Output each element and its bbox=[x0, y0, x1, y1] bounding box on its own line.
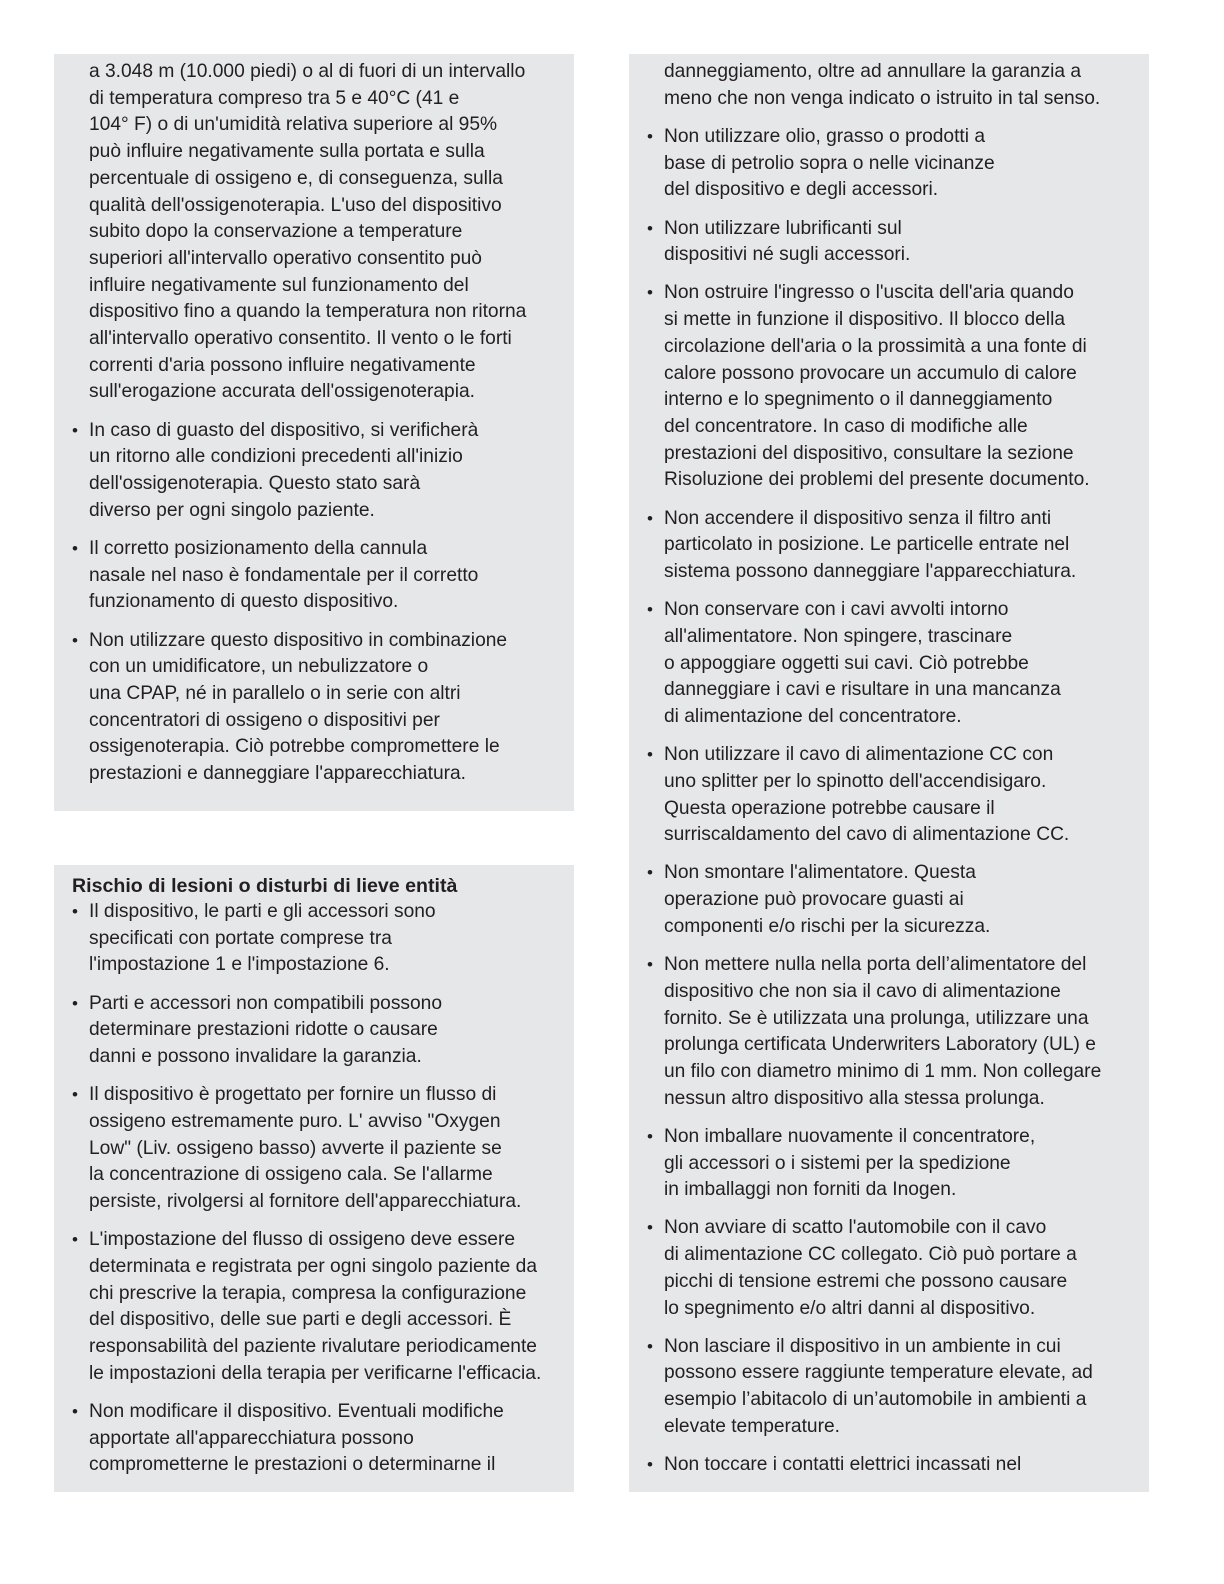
minor-injury-box bbox=[54, 865, 574, 1492]
section-heading: Rischio di lesioni o disturbi di lieve entità bbox=[72, 875, 458, 897]
text-line: persiste, rivolgersi al fornitore dell'apparecchiatura. bbox=[89, 1191, 522, 1213]
text-line: ossigenoterapia. Ciò potrebbe compromettere le bbox=[89, 736, 500, 758]
text-line: in imballaggi non forniti da Inogen. bbox=[664, 1179, 957, 1201]
text-line: influire negativamente sul funzionamento del bbox=[89, 274, 469, 296]
text-line: meno che non venga indicato o istruito in tal senso. bbox=[664, 87, 1101, 109]
text-line: • Il dispositivo, le parti e gli accessori sono bbox=[89, 901, 436, 922]
bullet-item bbox=[647, 216, 1131, 269]
text-line: uno splitter per lo spinotto dell'accendisigaro. bbox=[664, 770, 1047, 792]
text-line: • Non imballare nuovamente il concentratore, bbox=[664, 1125, 1036, 1147]
text-line: di alimentazione CC collegato. Ciò può portare a bbox=[664, 1244, 1077, 1266]
text-line: lo spegnimento e/o altri danni al dispositivo. bbox=[664, 1297, 1036, 1319]
text-line: danneggiare i cavi e risultare in una mancanza bbox=[664, 679, 1061, 701]
text-line: picchi di tensione estremi che possono causare bbox=[664, 1270, 1068, 1292]
text-line: interno e lo spegnimento o il danneggiamento bbox=[664, 389, 1053, 411]
text-line: all'alimentatore. Non spingere, trascinare bbox=[664, 625, 1013, 647]
text-line: qualità dell'ossigenoterapia. L'uso del dispositivo bbox=[89, 194, 502, 216]
text-line: determinata e registrata per ogni singolo paziente da bbox=[89, 1255, 537, 1277]
text-line: una CPAP, né in parallelo o in serie con altri bbox=[89, 682, 461, 704]
text-line: o appoggiare oggetti sui cavi. Ciò potrebbe bbox=[664, 652, 1029, 674]
text-line: specificati con portate comprese tra bbox=[89, 927, 392, 949]
text-line: Risoluzione dei problemi del presente documento. bbox=[664, 469, 1090, 491]
text-line: determinare prestazioni ridotte o causare bbox=[89, 1019, 438, 1041]
text-line: esempio l’abitacolo di un’automobile in ambienti a bbox=[664, 1389, 1087, 1411]
text-line: del dispositivo, delle sue parti e degli accessori. È bbox=[89, 1309, 512, 1331]
text-line: si mette in funzione il dispositivo. Il blocco della bbox=[664, 309, 1066, 331]
text-line: • Non smontare l'alimentatore. Questa bbox=[664, 862, 976, 884]
text-line: gli accessori o i sistemi per la spedizione bbox=[664, 1152, 1011, 1174]
text-line: percentuale di ossigeno e, di conseguenza, sulla bbox=[89, 167, 503, 189]
bullet-item bbox=[647, 280, 1131, 494]
text-line: superiori all'intervallo operativo consentito può bbox=[89, 247, 482, 269]
text-line: del concentratore. In caso di modifiche alle bbox=[664, 415, 1028, 437]
text-line: • Non utilizzare olio, grasso o prodotti a bbox=[664, 125, 986, 147]
bullet-item bbox=[647, 597, 1131, 731]
text-line: fornito. Se è utilizzata una prolunga, utilizzare una bbox=[664, 1007, 1089, 1029]
text-line: sull'erogazione accurata dell'ossigenoterapia. bbox=[89, 381, 475, 403]
text-line: • Non mettere nulla nella porta dell’alimentatore del bbox=[664, 954, 1087, 976]
text-line: • Non lasciare il dispositivo in un ambiente in cui bbox=[664, 1335, 1061, 1357]
text-line: surriscaldamento del cavo di alimentazione CC. bbox=[664, 824, 1070, 846]
text-line: prestazioni e danneggiare l'apparecchiatura. bbox=[89, 763, 467, 785]
text-line: • Non avviare di scatto l'automobile con il cavo bbox=[664, 1217, 1047, 1239]
bullet-item bbox=[647, 860, 1131, 940]
text-line: prolunga certificata Underwriters Laboratory (UL) e bbox=[664, 1034, 1096, 1056]
bullet-item bbox=[72, 418, 556, 525]
text-line: • L'impostazione del flusso di ossigeno deve essere bbox=[89, 1229, 516, 1251]
text-line: dell'ossigenoterapia. Questo stato sarà bbox=[89, 473, 421, 495]
continued-paragraph bbox=[647, 59, 1131, 112]
warning-box-continued bbox=[54, 54, 574, 811]
text-line: dispositivo che non sia il cavo di alimentazione bbox=[664, 980, 1061, 1002]
bullet-item bbox=[647, 1334, 1131, 1441]
text-line: • Parti e accessori non compatibili possono bbox=[89, 992, 443, 1014]
text-line: può influire negativamente sulla portata e sulla bbox=[89, 141, 485, 163]
text-line: Low" (Liv. ossigeno basso) avverte il paziente se bbox=[89, 1137, 502, 1159]
bullet-item bbox=[72, 628, 556, 788]
text-line: elevate temperature. bbox=[664, 1415, 840, 1437]
text-line: • Non utilizzare questo dispositivo in combinazione bbox=[89, 629, 508, 651]
bullet-item bbox=[647, 952, 1131, 1112]
text-line: base di petrolio sopra o nelle vicinanze bbox=[664, 152, 995, 174]
text-line: dispositivo fino a quando la temperatura non ritorna bbox=[89, 301, 527, 323]
text-line: • Non conservare con i cavi avvolti intorno bbox=[664, 599, 1009, 621]
continued-paragraph bbox=[72, 59, 556, 406]
text-line: calore possono provocare un accumulo di calore bbox=[664, 362, 1077, 384]
text-line: del dispositivo e degli accessori. bbox=[664, 179, 939, 201]
text-line: comprometterne le prestazioni o determinarne il bbox=[89, 1454, 496, 1476]
text-line: correnti d'aria possono influire negativamente bbox=[89, 354, 476, 376]
bullet-item bbox=[647, 124, 1131, 204]
text-line: • Non ostruire l'ingresso o l'uscita dell'aria quando bbox=[664, 282, 1074, 304]
text-line: nessun altro dispositivo alla stessa prolunga. bbox=[664, 1087, 1045, 1109]
text-line: apportate all'apparecchiatura possono bbox=[89, 1427, 414, 1449]
text-line: componenti e/o rischi per la sicurezza. bbox=[664, 915, 991, 937]
text-line: danni e possono invalidare la garanzia. bbox=[89, 1046, 422, 1068]
text-line: • Non accendere il dispositivo senza il filtro anti bbox=[664, 507, 1052, 529]
text-line: diverso per ogni singolo paziente. bbox=[89, 499, 375, 521]
text-line: 104° F) o di un'umidità relativa superiore al 95% bbox=[89, 114, 498, 136]
text-line: di alimentazione del concentratore. bbox=[664, 705, 962, 727]
text-line: responsabilità del paziente rivalutare periodicamente bbox=[89, 1336, 537, 1358]
text-line: • Non utilizzare il cavo di alimentazione CC con bbox=[664, 744, 1054, 766]
bullet-item bbox=[647, 506, 1131, 586]
bullet-item bbox=[647, 1215, 1131, 1322]
text-line: particolato in posizione. Le particelle entrate nel bbox=[664, 534, 1070, 556]
bullet-item bbox=[647, 742, 1131, 849]
warning-box-right bbox=[629, 54, 1149, 1492]
text-line: di temperatura compreso tra 5 e 40°C (41 e bbox=[89, 87, 460, 109]
text-line: concentratori di ossigeno o dispositivi per bbox=[89, 709, 440, 731]
text-line: sistema possono danneggiare l'apparecchiatura. bbox=[664, 560, 1077, 582]
text-line: la concentrazione di ossigeno cala. Se l'allarme bbox=[89, 1164, 493, 1186]
text-line: con un umidificatore, un nebulizzatore o bbox=[89, 656, 429, 678]
text-line: Questa operazione potrebbe causare il bbox=[664, 797, 995, 819]
bullet-item bbox=[647, 1124, 1131, 1204]
text-line: circolazione dell'aria o la prossimità a una fonte di bbox=[664, 335, 1087, 357]
text-line: all'intervallo operativo consentito. Il vento o le forti bbox=[89, 328, 512, 350]
bullet-item bbox=[647, 1452, 1131, 1479]
text-line: • Il corretto posizionamento della cannula bbox=[89, 537, 428, 559]
text-line: • Non modificare il dispositivo. Eventuali modifiche bbox=[89, 1400, 504, 1422]
text-line: chi prescrive la terapia, compresa la configurazione bbox=[89, 1282, 527, 1304]
text-line: prestazioni del dispositivo, consultare la sezione bbox=[664, 442, 1074, 464]
text-line: ossigeno estremamente puro. L' avviso "Oxygen bbox=[89, 1110, 501, 1132]
bullet-item bbox=[72, 1399, 556, 1479]
text-line: l'impostazione 1 e l'impostazione 6. bbox=[89, 954, 390, 976]
text-line: • Non utilizzare lubrificanti sul bbox=[664, 217, 902, 239]
text-line: • Non toccare i contatti elettrici incassati nel bbox=[664, 1454, 1022, 1476]
bullet-item bbox=[72, 536, 556, 616]
text-line: a 3.048 m (10.000 piedi) o al di fuori di un intervallo bbox=[89, 61, 526, 82]
minor-injury-list bbox=[72, 899, 556, 1479]
text-line: • In caso di guasto del dispositivo, si verificherà bbox=[89, 419, 479, 441]
text-line: un ritorno alle condizioni precedenti all'inizio bbox=[89, 446, 463, 468]
text-line: le impostazioni della terapia per verificarne l'efficacia. bbox=[89, 1362, 542, 1384]
text-line: funzionamento di questo dispositivo. bbox=[89, 591, 399, 613]
text-line: dispositivi né sugli accessori. bbox=[664, 244, 911, 266]
text-line: un filo con diametro minimo di 1 mm. Non collegare bbox=[664, 1060, 1102, 1082]
bullet-item bbox=[72, 1227, 556, 1387]
text-line: • Il dispositivo è progettato per fornire un flusso di bbox=[89, 1084, 497, 1106]
bullet-item bbox=[72, 991, 556, 1071]
warning-list bbox=[72, 59, 556, 788]
bullet-item bbox=[72, 899, 556, 979]
text-line: subito dopo la conservazione a temperature bbox=[89, 221, 463, 243]
text-line: nasale nel naso è fondamentale per il corretto bbox=[89, 564, 479, 586]
warning-list-right bbox=[647, 59, 1131, 1479]
text-line: possono essere raggiunte temperature elevate, ad bbox=[664, 1362, 1093, 1384]
text-line: danneggiamento, oltre ad annullare la garanzia a bbox=[664, 61, 1082, 82]
text-line: operazione può provocare guasti ai bbox=[664, 889, 964, 911]
bullet-item bbox=[72, 1082, 556, 1216]
